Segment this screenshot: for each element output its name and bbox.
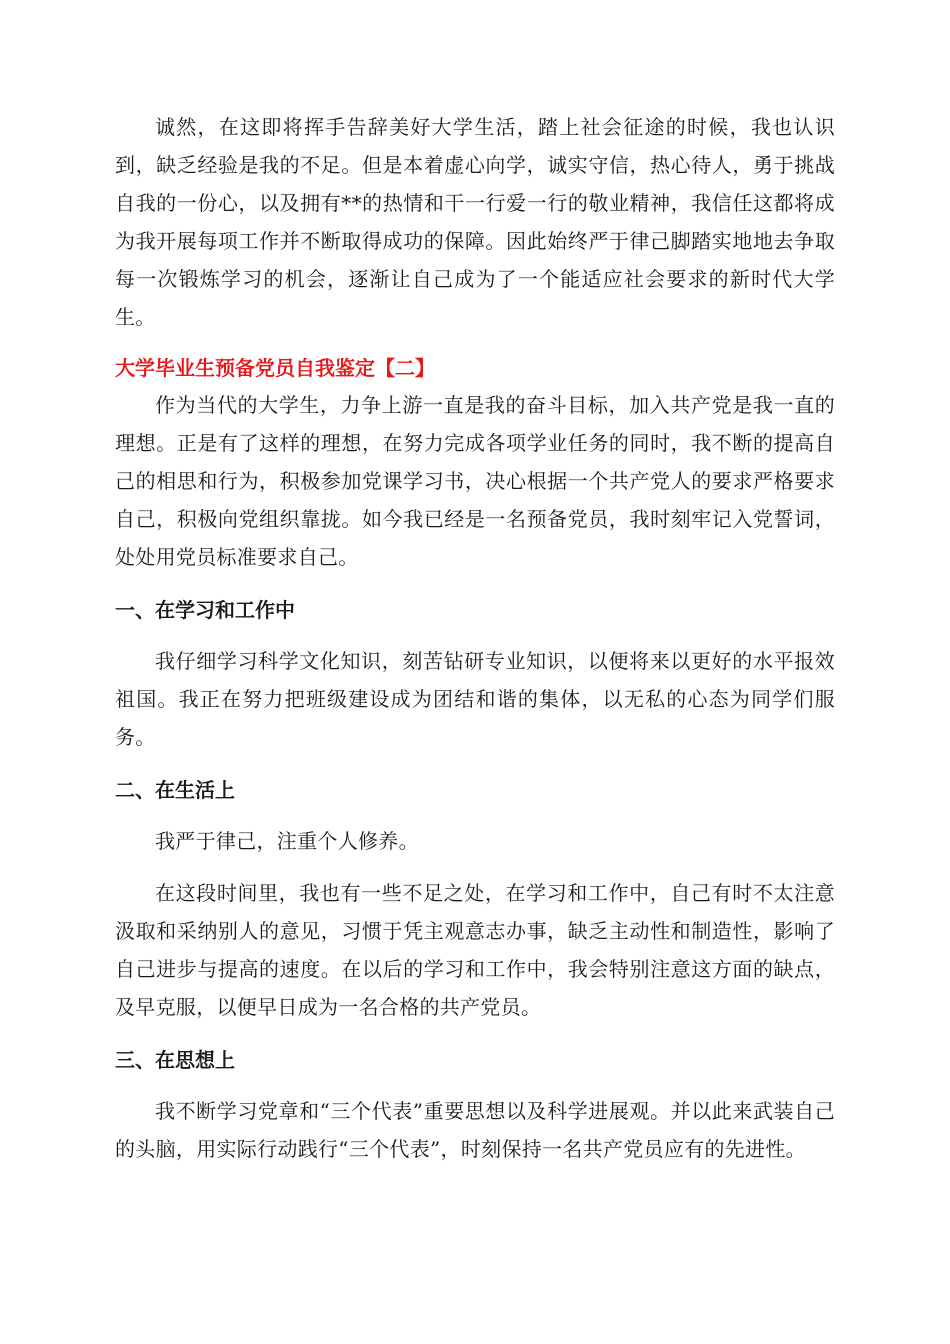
section-paragraph: 我不断学习党章和“三个代表”重要思想以及科学进展观。并以此来武装自己的头脑，用实际行动践行“三个代表”，时刻保持一名共产党员应有的先进性。	[115, 1099, 835, 1161]
section-paragraph: 我仔细学习科学文化知识，刻苦钻研专业知识，以便将来以更好的水平报效祖国。我正在努力把班级建设成为团结和谐的集体，以无私的心态为同学们服务。	[115, 649, 835, 749]
section-paragraph: 在这段时间里，我也有一些不足之处，在学习和工作中，自己有时不太注意汲取和采纳别人的意见，习惯于凭主观意志办事，缺乏主动性和制造性，影响了自己进步与提高的速度。在以后的学习和工作中，我会特别注意这方面的缺点，及早克服，以便早日成为一名合格的共产党员。	[115, 881, 835, 1019]
document-body	[115, 108, 835, 1168]
intro-paragraph: 诚然，在这即将挥手告辞美好大学生活，踏上社会征途的时候，我也认识到，缺乏经验是我的不足。但是本着虚心向学，诚实守信，热心待人，勇于挑战自我的一份心，以及拥有**的热情和干一行爱一行的敬业精神，我信任这都将成为我开展每项工作并不断取得成功的保障。因此始终严于律己脚踏实地地去争取每一次锻炼学习的机会，逐渐让自己成为了一个能适应社会要求的新时代大学生。	[115, 115, 835, 329]
opening-paragraph: 作为当代的大学生，力争上游一直是我的奋斗目标，加入共产党是我一直的理想。正是有了这样的理想，在努力完成各项学业任务的同时，我不断的提高自己的相思和行为，积极参加党课学习书，决心根据一个共产党人的要求严格要求自己，积极向党组织靠拢。如今我已经是一名预备党员，我时刻牢记入党誓词，处处用党员标准要求自己。	[115, 393, 835, 569]
document-title: 大学毕业生预备党员自我鉴定【二】	[115, 356, 435, 380]
section-heading-life: 二、在生活上	[115, 778, 235, 802]
section-paragraph: 我严于律己，注重个人修养。	[155, 829, 419, 853]
section-heading-study-work: 一、在学习和工作中	[115, 598, 295, 622]
section-heading-thought: 三、在思想上	[115, 1048, 235, 1072]
